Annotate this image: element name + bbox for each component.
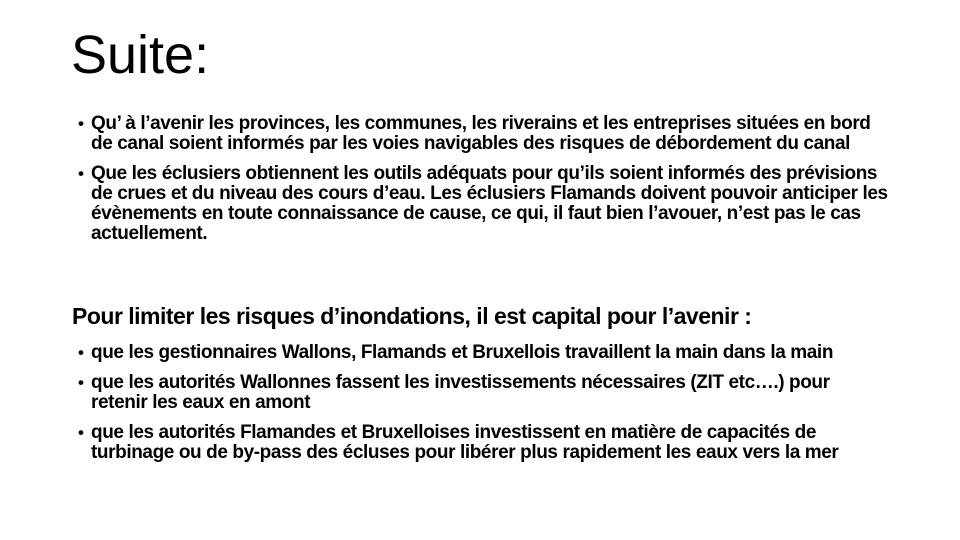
bullet-icon: • — [78, 114, 84, 133]
bullet-text: que les autorités Wallonnes fassent les investissements nécessaires (ZIT etc….) pour retenir les eaux en amont — [91, 372, 830, 413]
bottom-bullet-list — [78, 343, 890, 473]
bullet-text: que les gestionnaires Wallons, Flamands et Bruxellois travaillent la main dans la main — [91, 342, 834, 363]
bullet-item — [78, 343, 890, 363]
bullet-icon: • — [78, 164, 84, 183]
bullet-icon: • — [78, 423, 84, 442]
slide-title: Suite: — [71, 25, 210, 85]
top-bullet-list — [78, 114, 890, 254]
bullet-icon: • — [78, 343, 84, 362]
bullet-text: Que les éclusiers obtiennent les outils adéquats pour qu’ils soient informés des prévisions de crues et du niveau des cours d’eau. Les éclusiers Flamands doivent pouvoir anticiper les évènements en toute connaissance de cause, ce qui, il faut bien l’avouer, n’est pas le cas actuellement. — [91, 163, 888, 244]
bullet-item — [78, 423, 890, 463]
bullet-text: que les autorités Flamandes et Bruxelloises investissent en matière de capacités de turbinage ou de by-pass des écluses pour libérer plus rapidement les eaux vers la mer — [91, 422, 839, 463]
bullet-icon: • — [78, 373, 84, 392]
bullet-item — [78, 164, 890, 244]
bullet-item — [78, 373, 890, 413]
bullet-text: Qu’ à l’avenir les provinces, les communes, les riverains et les entreprises situées en bord de canal soient informés par les voies navigables des risques de débordement du canal — [91, 113, 871, 154]
bullet-item — [78, 114, 890, 154]
section-heading: Pour limiter les risques d’inondations, il est capital pour l’avenir : — [72, 303, 752, 329]
